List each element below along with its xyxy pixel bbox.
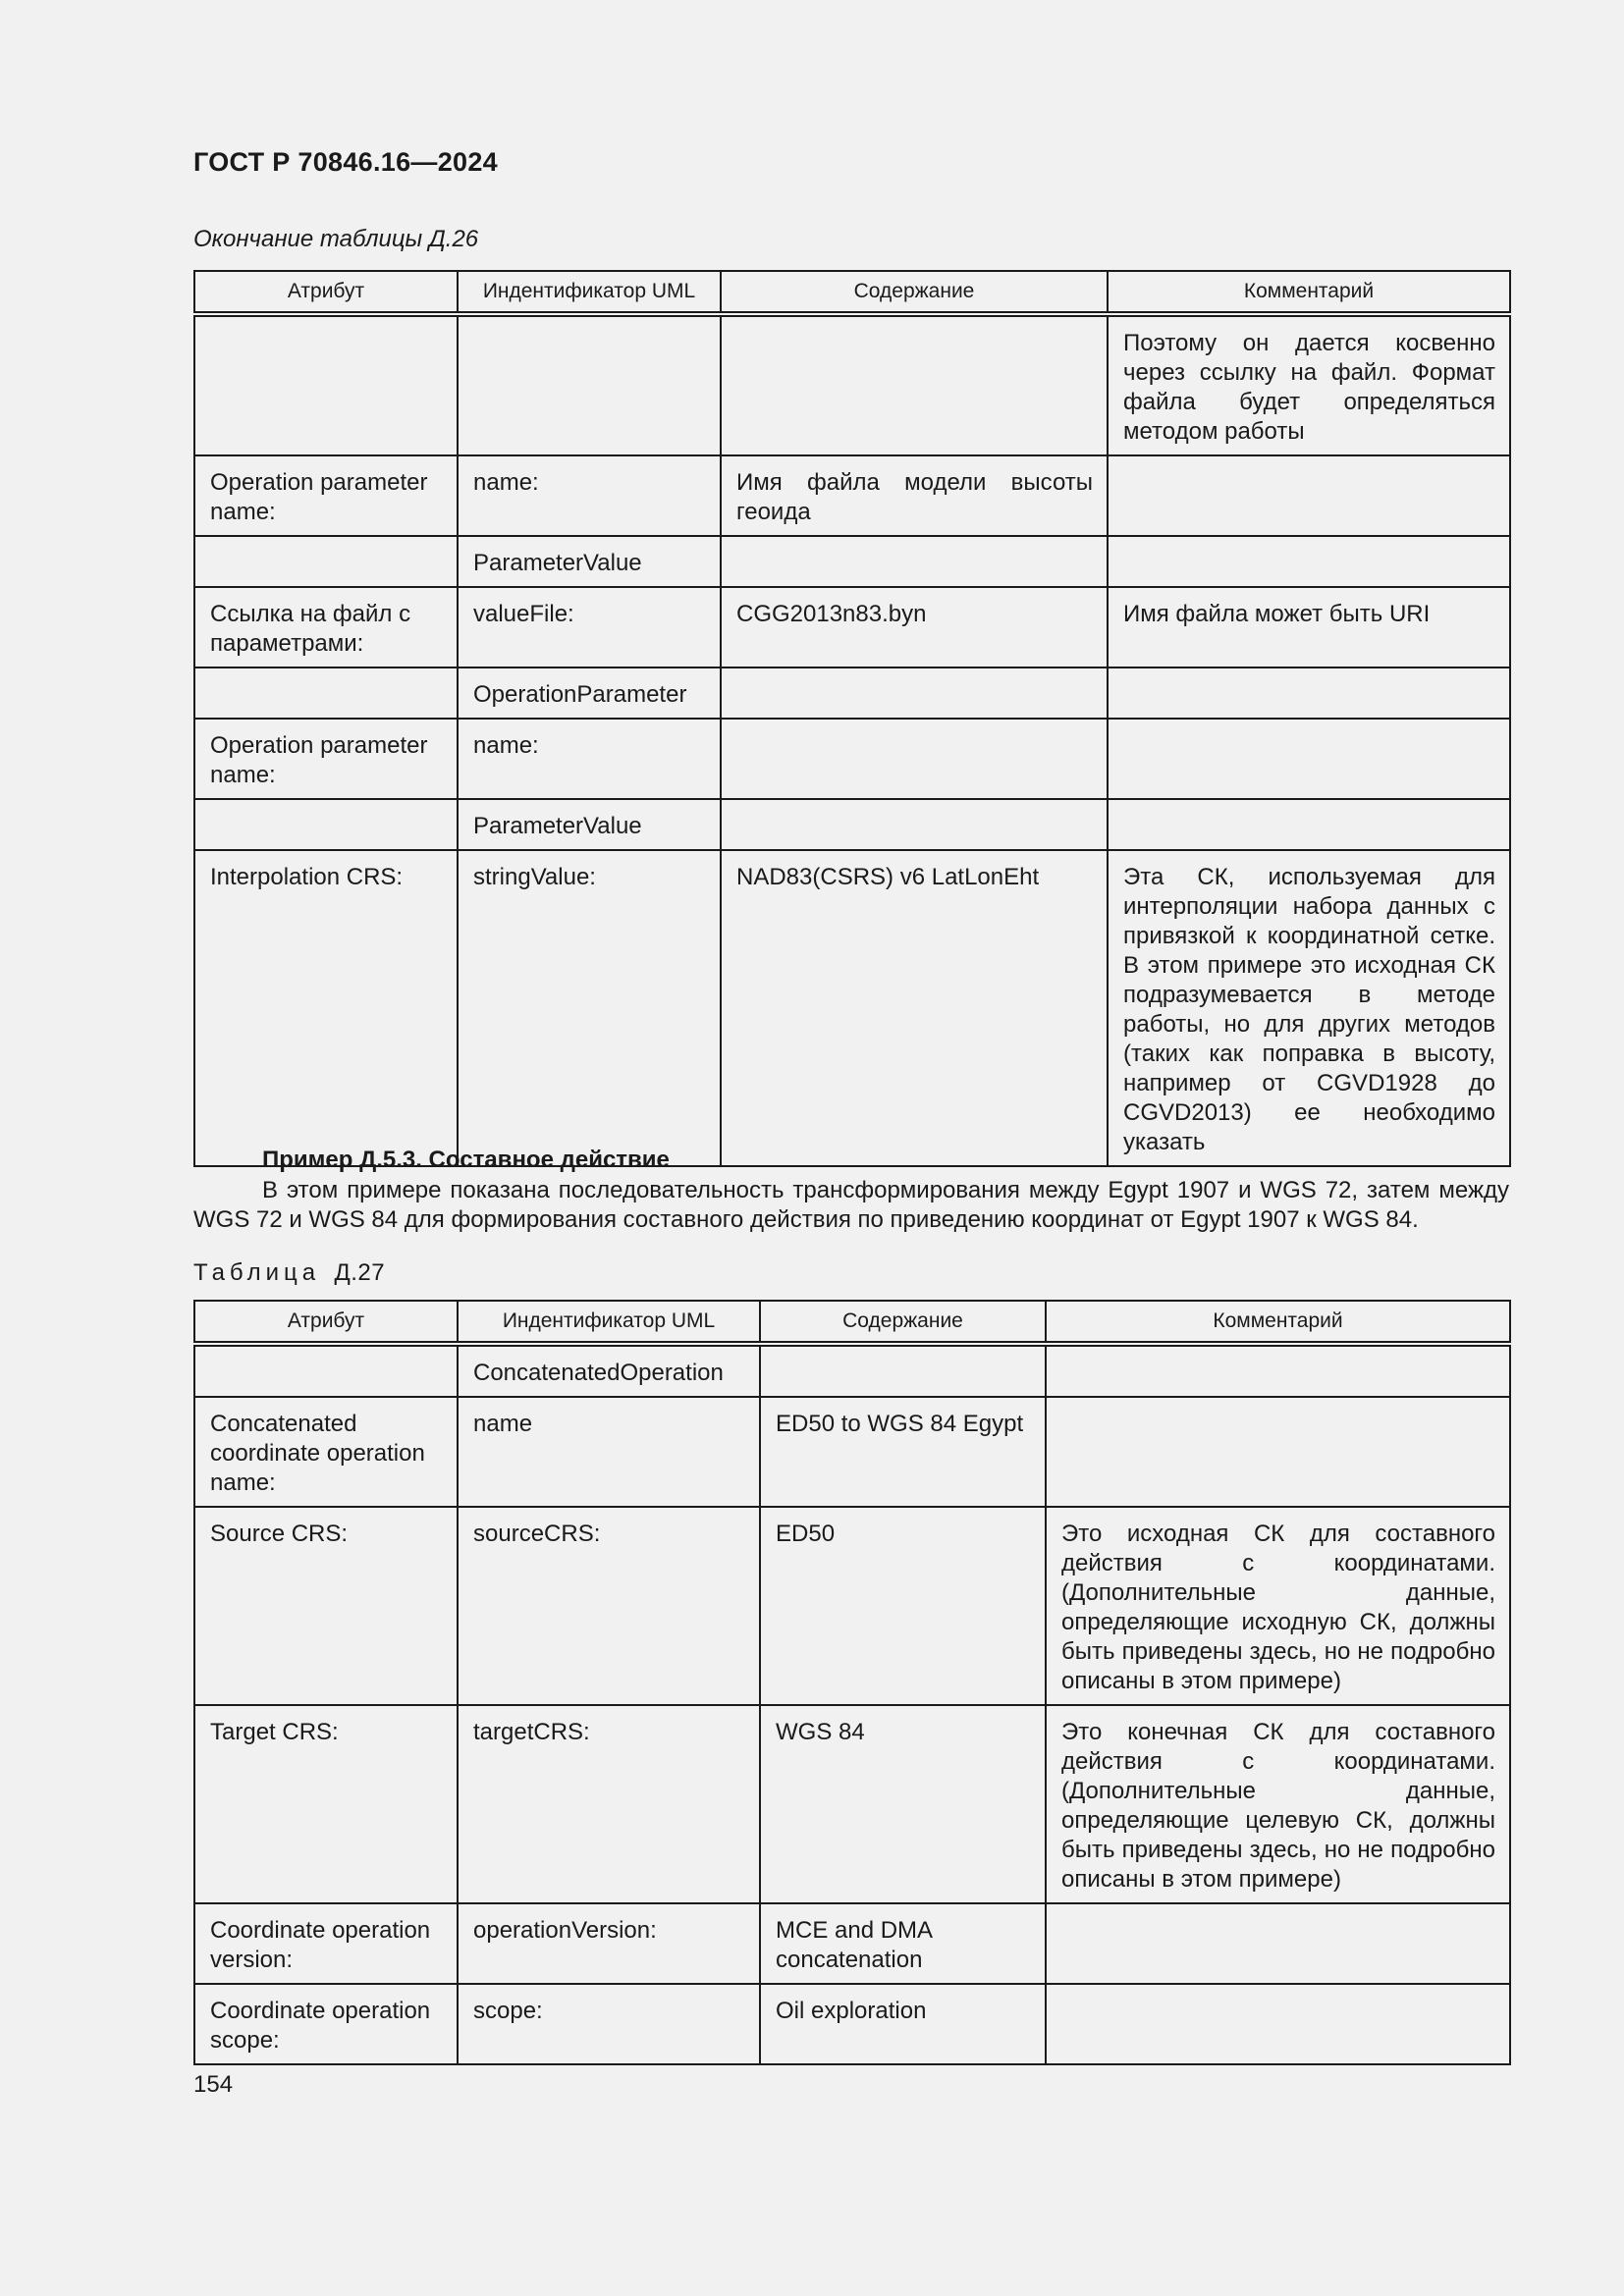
cell-content: [721, 719, 1108, 799]
cell-content: [721, 667, 1108, 719]
cell-comment: [1046, 1397, 1510, 1507]
cell-uml-id: targetCRS:: [458, 1705, 760, 1903]
cell-attribute: Concatenated coordinate operation name:: [194, 1397, 458, 1507]
table-row: [194, 1705, 1510, 1903]
cell-attribute: Operation parameter name:: [194, 455, 458, 536]
cell-comment: [1108, 536, 1510, 587]
cell-content: ED50: [760, 1507, 1046, 1705]
cell-content: [721, 799, 1108, 850]
column-header: Содержание: [760, 1301, 1046, 1344]
table-row: [194, 719, 1510, 799]
cell-uml-id: valueFile:: [458, 587, 721, 667]
column-header: Атрибут: [194, 271, 458, 314]
cell-content: MCE and DMA concatenation: [760, 1903, 1046, 1984]
table-row: [194, 455, 1510, 536]
column-header: Комментарий: [1108, 271, 1510, 314]
cell-uml-id: name: [458, 1397, 760, 1507]
table-row: [194, 1397, 1510, 1507]
table-row: [194, 799, 1510, 850]
cell-content: [721, 314, 1108, 455]
cell-uml-id: sourceCRS:: [458, 1507, 760, 1705]
cell-attribute: Ссылка на файл с параметрами:: [194, 587, 458, 667]
cell-comment: Эта СК, используемая для интерполяции набора данных с привязкой к координатной сетке. В этом примере это исходная СК подразумевается в методе работы, но для других методов (таких как поправка в высоту, например от CGVD1928 до CGVD2013) ее необходимо указать: [1108, 850, 1510, 1166]
cell-content: NAD83(CSRS) v6 LatLonEht: [721, 850, 1108, 1166]
example-title: Пример Д.5.3. Составное действие: [262, 1147, 670, 1173]
table-continuation-caption: Окончание таблицы Д.26: [193, 226, 479, 252]
cell-content: Oil exploration: [760, 1984, 1046, 2064]
cell-content: Имя файла модели высоты геоида: [721, 455, 1108, 536]
cell-uml-id: ParameterValue: [458, 799, 721, 850]
cell-uml-id: name:: [458, 719, 721, 799]
column-header: Индентификатор UML: [458, 1301, 760, 1344]
cell-attribute: Target CRS:: [194, 1705, 458, 1903]
table-d26-end: [193, 270, 1511, 1167]
table-header-row: [194, 271, 1510, 314]
cell-attribute: [194, 799, 458, 850]
cell-attribute: [194, 1344, 458, 1397]
table-row: [194, 1984, 1510, 2064]
cell-comment: Имя файла может быть URI: [1108, 587, 1510, 667]
cell-uml-id: ParameterValue: [458, 536, 721, 587]
cell-uml-id: operationVersion:: [458, 1903, 760, 1984]
cell-comment: Поэтому он дается косвенно через ссылку на файл. Формат файла будет определяться методом работы: [1108, 314, 1510, 455]
table-header-row: [194, 1301, 1510, 1344]
cell-attribute: Coordinate operation version:: [194, 1903, 458, 1984]
cell-uml-id: scope:: [458, 1984, 760, 2064]
cell-uml-id: [458, 314, 721, 455]
table-caption-word: Таблица: [193, 1259, 321, 1286]
cell-comment: [1108, 455, 1510, 536]
cell-content: CGG2013n83.byn: [721, 587, 1108, 667]
cell-comment: [1046, 1903, 1510, 1984]
table-row: [194, 587, 1510, 667]
cell-attribute: [194, 314, 458, 455]
column-header: Содержание: [721, 271, 1108, 314]
cell-comment: [1108, 719, 1510, 799]
example-paragraph: В этом примере показана последовательность трансформирования между Egypt 1907 и WGS 72, затем между WGS 72 и WGS 84 для формирования составного действия по приведению координат от Egypt 1907 к WGS 84.: [193, 1177, 1509, 1233]
column-header: Атрибут: [194, 1301, 458, 1344]
cell-comment: [1046, 1344, 1510, 1397]
table-d27: [193, 1300, 1511, 2065]
cell-comment: Это конечная СК для составного действия с координатами. (Дополнительные данные, определяющие целевую СК, должны быть приведены здесь, но не подробно описаны в этом примере): [1046, 1705, 1510, 1903]
cell-comment: [1108, 667, 1510, 719]
cell-attribute: Source CRS:: [194, 1507, 458, 1705]
cell-attribute: [194, 667, 458, 719]
table-row: [194, 1344, 1510, 1397]
table-row: [194, 314, 1510, 455]
page-number: 154: [193, 2071, 234, 2098]
cell-comment: Это исходная СК для составного действия с координатами. (Дополнительные данные, определяющие исходную СК, должны быть приведены здесь, но не подробно описаны в этом примере): [1046, 1507, 1510, 1705]
table-row: [194, 667, 1510, 719]
table-row: [194, 850, 1510, 1166]
table-caption: [193, 1259, 385, 1287]
cell-uml-id: stringValue:: [458, 850, 721, 1166]
cell-uml-id: ConcatenatedOperation: [458, 1344, 760, 1397]
table-row: [194, 1903, 1510, 1984]
column-header: Индентификатор UML: [458, 271, 721, 314]
cell-comment: [1108, 799, 1510, 850]
cell-attribute: [194, 536, 458, 587]
cell-content: ED50 to WGS 84 Egypt: [760, 1397, 1046, 1507]
cell-attribute: Coordinate operation scope:: [194, 1984, 458, 2064]
table-row: [194, 1507, 1510, 1705]
cell-attribute: Interpolation CRS:: [194, 850, 458, 1166]
cell-attribute: Operation parameter name:: [194, 719, 458, 799]
table-caption-number: Д.27: [334, 1259, 386, 1286]
cell-content: [760, 1344, 1046, 1397]
cell-comment: [1046, 1984, 1510, 2064]
document-header: ГОСТ Р 70846.16—2024: [193, 147, 498, 177]
cell-content: [721, 536, 1108, 587]
column-header: Комментарий: [1046, 1301, 1510, 1344]
cell-uml-id: name:: [458, 455, 721, 536]
cell-uml-id: OperationParameter: [458, 667, 721, 719]
table-row: [194, 536, 1510, 587]
cell-content: WGS 84: [760, 1705, 1046, 1903]
